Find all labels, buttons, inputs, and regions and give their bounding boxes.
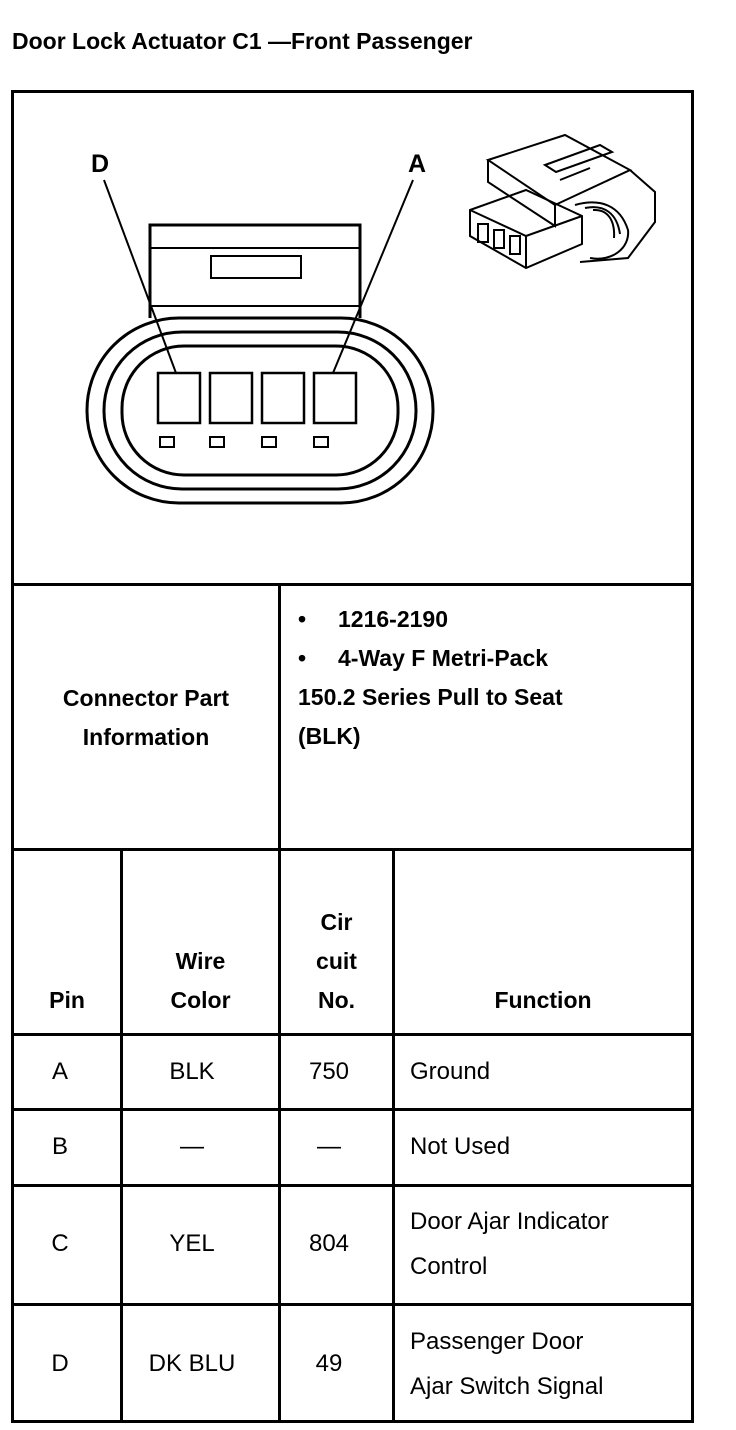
pin-label-a: A — [407, 150, 427, 178]
row-d-function-line1: Passenger Door — [410, 1328, 584, 1355]
divider-header — [11, 1033, 694, 1036]
row-b-circuit: — — [317, 1133, 341, 1160]
row-a-function: Ground — [410, 1058, 491, 1085]
connector-3d-sketch — [470, 135, 655, 268]
header-circuit-2: cuit — [316, 948, 357, 974]
connector-series: 150.2 Series Pull to Seat — [298, 684, 563, 710]
header-wire-color-1: Wire — [175, 948, 226, 974]
divider-row-a — [11, 1108, 694, 1111]
pin-label-d: D — [90, 150, 110, 178]
divider-info — [11, 848, 694, 851]
connector-type: 4-Way F Metri-Pack — [338, 645, 549, 671]
row-d-circuit: 49 — [315, 1350, 343, 1377]
header-circuit-3: No. — [317, 987, 356, 1013]
header-circuit-1: Cir — [320, 909, 353, 935]
connector-latch — [150, 225, 360, 318]
row-b-function: Not Used — [410, 1133, 511, 1160]
page-title: Door Lock Actuator C1 —Front Passenger — [12, 28, 473, 54]
connector-part-number: 1216-2190 — [338, 606, 448, 632]
connector-info-label-line1: Connector Part — [62, 685, 230, 711]
divider-row-c — [11, 1303, 694, 1306]
row-a-pin: A — [51, 1058, 68, 1085]
connector-face-diagram — [14, 93, 692, 583]
row-c-color: YEL — [169, 1230, 215, 1257]
header-pin: Pin — [49, 987, 85, 1013]
terminal-cavity-d — [158, 373, 200, 423]
row-b-color: — — [180, 1133, 204, 1160]
latch-window — [211, 256, 301, 278]
bullet-marker-2: • — [298, 645, 307, 671]
divider-row-b — [11, 1184, 694, 1187]
row-d-function-line2: Ajar Switch Signal — [410, 1373, 604, 1400]
terminal-cavity-c — [210, 373, 252, 423]
row-b-pin: B — [51, 1133, 68, 1160]
lock-tab-1 — [160, 437, 174, 447]
lock-tab-2 — [210, 437, 224, 447]
row-c-function-line1: Door Ajar Indicator — [410, 1208, 609, 1235]
lock-tab-4 — [314, 437, 328, 447]
row-a-circuit: 750 — [308, 1058, 350, 1085]
row-d-pin: D — [51, 1350, 69, 1377]
divider-col-3 — [392, 848, 395, 1423]
divider-diagram — [11, 583, 694, 586]
connector-color: (BLK) — [298, 723, 361, 749]
row-d-color: DK BLU — [148, 1350, 236, 1377]
connector-info-label-line2: Information — [82, 724, 210, 750]
row-c-pin: C — [51, 1230, 69, 1257]
header-wire-color-2: Color — [170, 987, 231, 1013]
terminal-cavity-a — [314, 373, 356, 423]
bullet-marker-1: • — [298, 606, 307, 632]
terminal-cavity-b — [262, 373, 304, 423]
lock-tab-3 — [262, 437, 276, 447]
leader-line-a — [333, 180, 413, 373]
row-c-function-line2: Control — [410, 1253, 488, 1280]
row-c-circuit: 804 — [308, 1230, 350, 1257]
header-function: Function — [494, 987, 592, 1013]
divider-info-column — [278, 583, 281, 850]
row-a-color: BLK — [169, 1058, 215, 1085]
